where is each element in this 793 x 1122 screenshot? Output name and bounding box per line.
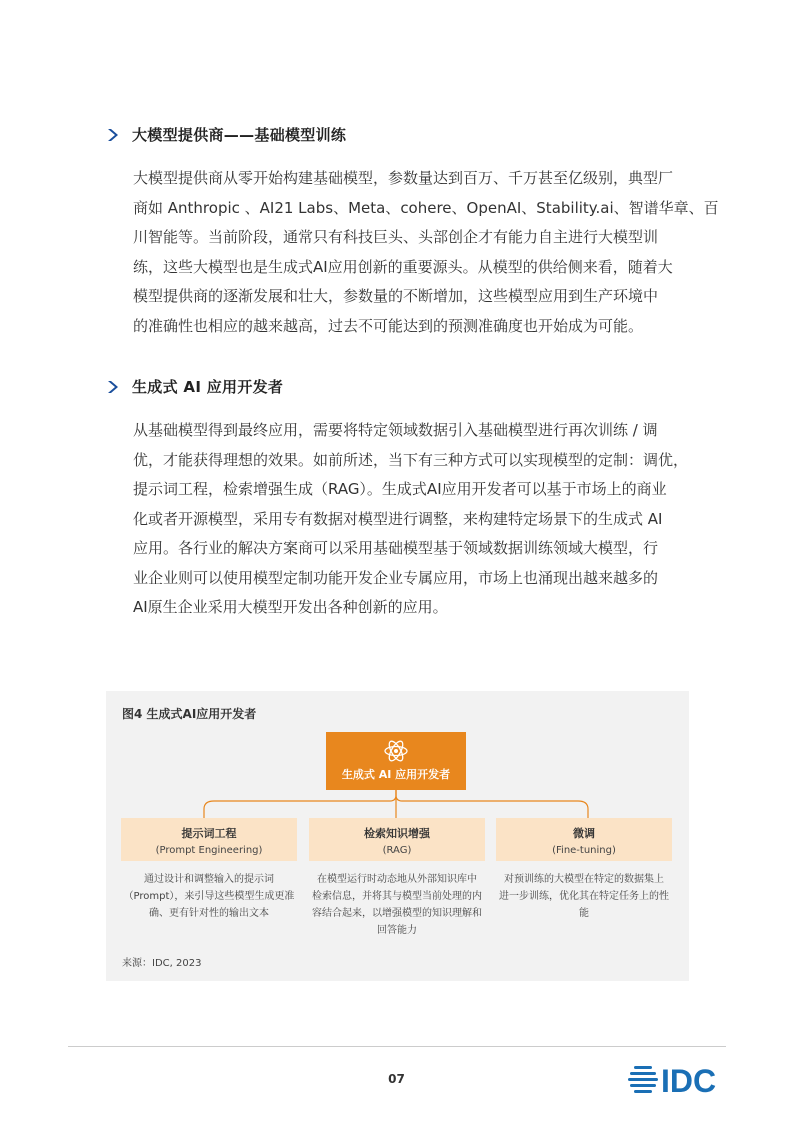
text-line: 模型提供商的逐渐发展和壮大，参数量的不断增加，这些模型应用到生产环境中 [133,287,659,305]
method-name: 提示词工程 [181,827,237,840]
text-line: 从基础模型得到最终应用，需要将特定领域数据引入基础模型进行再次训练 / 调 [133,421,658,439]
text-line: 应用。各行业的解决方案商可以采用基础模型基于领域数据训练领域大模型，行 [133,539,659,557]
text-line: 提示词工程，检索增强生成（RAG）。生成式AI应用开发者可以基于市场上的商业 [133,480,667,498]
text-line: 练，这些大模型也是生成式AI应用创新的重要源头。从模型的供给侧来看，随着大 [133,257,673,276]
desc-line: 检索信息，并将其与模型当前处理的内 [312,891,482,902]
idc-globe-icon [628,1062,728,1096]
section-title: 生成式 AI 应用开发者 [132,378,284,396]
desc-line: 对预训练的大模型在特定的数据集上 [504,874,664,885]
idc-logo [628,1062,728,1100]
method-subtitle: (Fine-tuning) [552,845,616,856]
footer-divider [68,1046,726,1047]
paragraph-model-providers [133,164,719,341]
svg-text:IDC: IDC [661,1063,717,1096]
text-line: 川智能等。当前阶段，通常只有科技巨头、头部创企才有能力自主进行大模型训 [133,228,659,246]
desc-line: （Prompt），来引导这些模型生成更准 [123,891,295,902]
method-description-rag [309,871,485,939]
method-box-rag [309,818,485,861]
desc-line: 容结合起来，以增强模型的知识理解和 [312,908,482,919]
center-node-box [326,732,466,790]
desc-line: 在模型运行时动态地从外部知识库中 [317,874,477,885]
method-box-fine-tuning [496,818,672,861]
text-line: AI原生企业采用大模型开发出各种创新的应用。 [133,598,448,616]
page-number: 07 [388,1072,405,1086]
text-line: 的准确性也相应的越来越高，过去不可能达到的预测准确度也开始成为可能。 [133,316,644,335]
text-line: 业企业则可以使用模型定制功能开发企业专属应用，市场上也涌现出越来越多的 [133,568,659,587]
text-line: 化或者开源模型，采用专有数据对模型进行调整，来构建特定场景下的生成式 AI [133,509,663,528]
desc-line: 确、更有针对性的输出文本 [149,908,269,919]
figure-title: 图4 生成式AI应用开发者 [122,707,257,721]
method-subtitle: (RAG) [382,845,412,856]
chevron-right-icon [106,380,120,394]
desc-line: 能 [579,908,589,919]
chevron-right-icon [106,128,120,142]
section-title: 大模型提供商——基础模型训练 [132,126,347,144]
method-description-prompt-engineering [121,871,297,922]
text-line: 优，才能获得理想的效果。如前所述，当下有三种方式可以实现模型的定制：调优， [133,450,689,469]
method-subtitle: (Prompt Engineering) [155,845,263,856]
method-description-fine-tuning [496,871,672,922]
text-line: 商如 Anthropic 、AI21 Labs、Meta、cohere、OpenAI、Stability.ai、智谱华章、百 [133,198,719,217]
method-box-prompt-engineering [121,818,297,861]
atom-icon [383,738,409,764]
figure-source: 来源：IDC, 2023 [122,958,202,969]
method-name: 微调 [573,827,595,840]
paragraph-app-developers [133,416,693,623]
desc-line: 回答能力 [377,925,417,936]
desc-line: 通过设计和调整输入的提示词 [144,874,274,885]
text-line: 大模型提供商从零开始构建基础模型，参数量达到百万、千万甚至亿级别，典型厂 [133,169,674,187]
section-heading-model-providers [106,124,346,145]
method-name: 检索知识增强 [364,827,430,840]
center-node-label: 生成式 AI 应用开发者 [341,768,451,781]
section-heading-app-developers [106,376,283,397]
desc-line: 进一步训练，优化其在特定任务上的性 [499,891,669,902]
figure-ai-app-developers [106,691,689,981]
